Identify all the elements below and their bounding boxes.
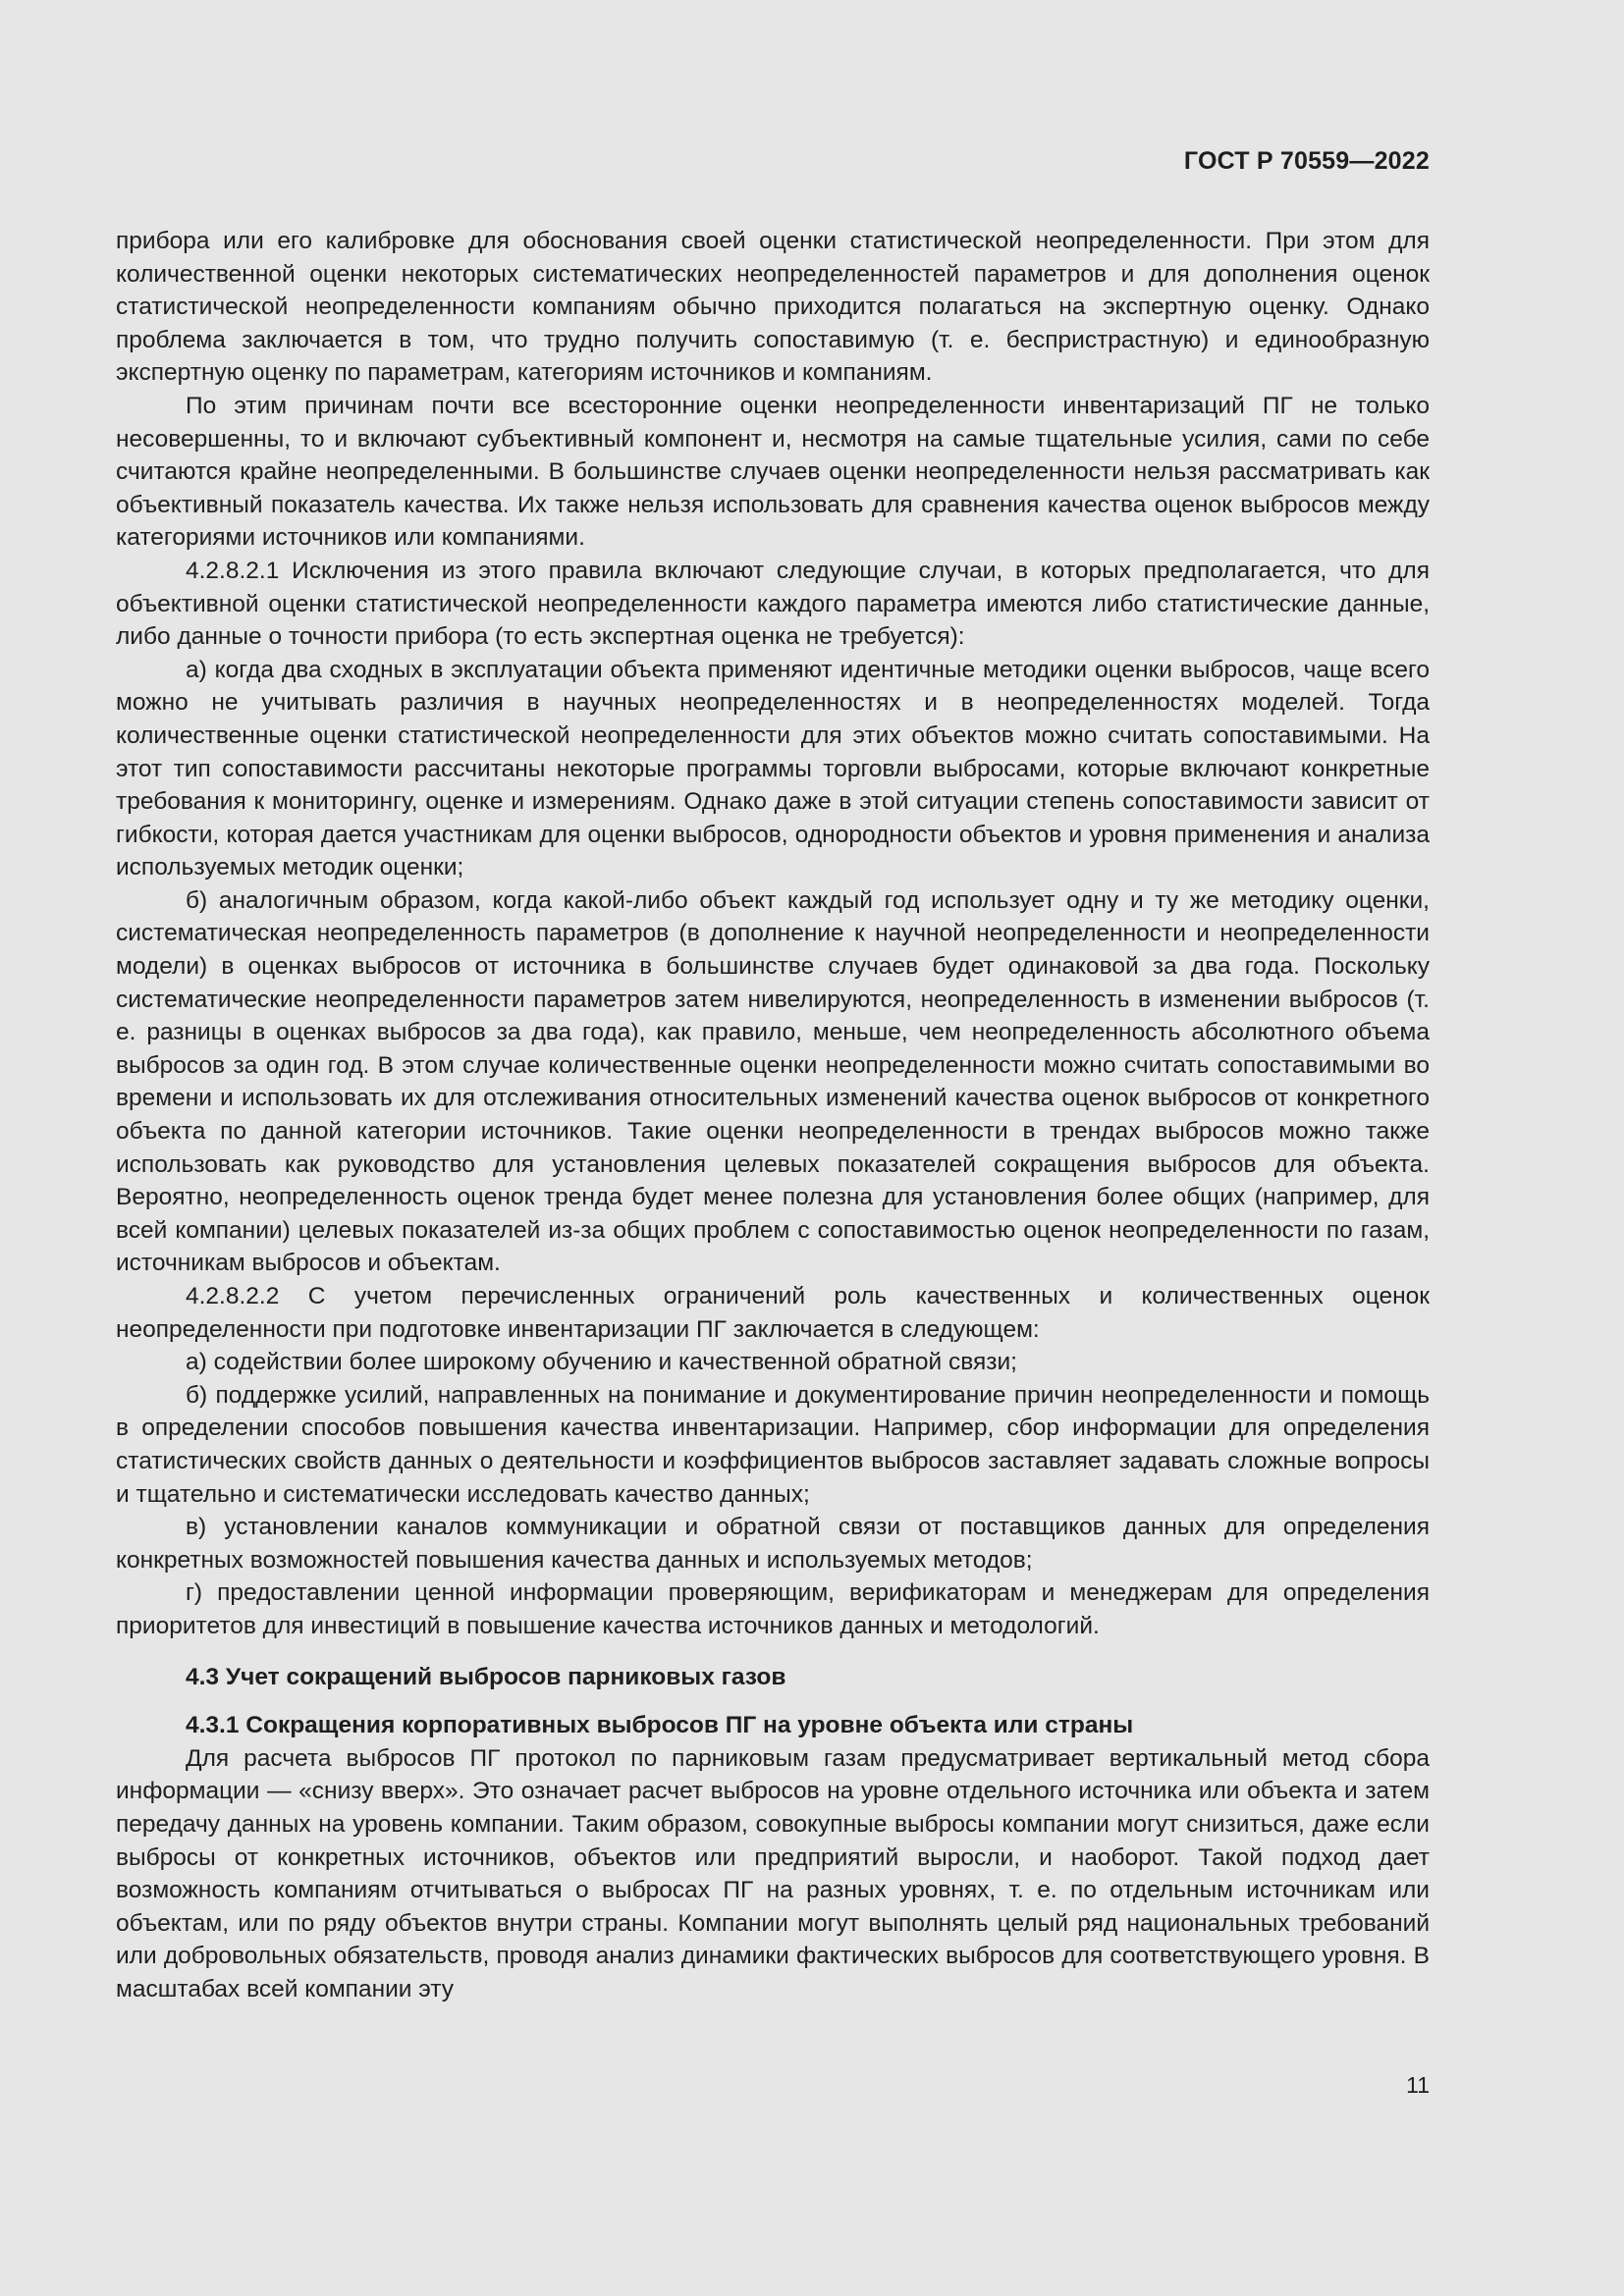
list-item: а) когда два сходных в эксплуатации объекта применяют идентичные методики оценки выбросов, чаще всего можно не учитывать различия в научных неопределенностях и в неопределенностях моделей. Тогда количественные оценки статистической неопределенности для этих объектов можно считать сопоставимыми. На этот тип сопоставимости рассчитаны некоторые программы торговли выбросами, которые включают конкретные требования к мониторингу, оценке и измерениям. Однако даже в этой ситуации степень сопоставимости зависит от гибкости, которая дается участникам для оценки выбросов, однородности объектов и уровня применения и анализа используемых методик оценки; bbox=[116, 656, 1430, 881]
list-item: в) установлении каналов коммуникации и обратной связи от поставщиков данных для определения конкретных возможностей повышения качества данных и используемых методов; bbox=[116, 1514, 1430, 1574]
paragraph: По этим причинам почти все всесторонние оценки неопределенности инвентаризаций ПГ не только несовершенны, то и включают субъективный компонент и, несмотря на самые тщательные усилия, сами по себе считаются крайне неопределенными. В большинстве случаев оценки неопределенности нельзя рассматривать как объективный показатель качества. Их также нельзя использовать для сравнения качества оценок выбросов между категориями источников или компаниями. bbox=[116, 392, 1430, 552]
list-item: б) поддержке усилий, направленных на понимание и документирование причин неопределенности и помощь в определении способов повышения качества инвентаризации. Например, сбор информации для определения статистических свойств данных о деятельности и коэффициентов выбросов заставляет задавать сложные вопросы и тщательно и систематически исследовать качество данных; bbox=[116, 1381, 1430, 1508]
body-text bbox=[116, 225, 1430, 2005]
document-header: ГОСТ Р 70559—2022 bbox=[1183, 147, 1430, 175]
clause-4-2-8-2-2: 4.2.8.2.2 С учетом перечисленных ограничений роль качественных и количественных оценок неопределенности при подготовке инвентаризации ПГ заключается в следующем: bbox=[116, 1283, 1430, 1343]
list-item: б) аналогичным образом, когда какой-либо объект каждый год использует одну и ту же методику оценки, систематическая неопределенность параметров (в дополнение к научной неопределенности и неопределенности модели) в оценках выбросов от источника в большинстве случаев будет одинаковой за два года. Поскольку систематические неопределенности параметров затем нивелируются, неопределенность в изменении выбросов (т. е. разницы в оценках выбросов за два года), как правило, меньше, чем неопределенность абсолютного объема выбросов за один год. В этом случае количественные оценки неопределенности можно считать сопоставимыми во времени и использовать их для отслеживания относительных изменений качества оценок выбросов от конкретного объекта по данной категории источников. Такие оценки неопределенности в трендах выбросов можно также использовать как руководство для установления целевых показателей сокращения выбросов для объекта. Вероятно, неопределенность оценок тренда будет менее полезна для установления более общих (например, для всей компании) целевых показателей из-за общих проблем с сопоставимостью оценок неопределенности по газам, источникам выбросов и объектам. bbox=[116, 886, 1430, 1277]
paragraph: прибора или его калибровке для обоснования своей оценки статистической неопределенности. При этом для количественной оценки некоторых систематических неопределенностей параметров и для дополнения оценок статистической неопределенности компаниям обычно приходится полагаться на экспертную оценку. Однако проблема заключается в том, что трудно получить сопоставимую (т. е. беспристрастную) и единообразную экспертную оценку по параметрам, категориям источников и компаниям. bbox=[116, 228, 1430, 387]
section-heading-4-3: 4.3 Учет сокращений выбросов парниковых газов bbox=[186, 1663, 786, 1690]
list-item: а) содействии более широкому обучению и качественной обратной связи; bbox=[186, 1349, 1017, 1376]
page-number: 11 bbox=[1406, 2072, 1430, 2098]
paragraph: Для расчета выбросов ПГ протокол по парниковым газам предусматривает вертикальный метод сбора информации — «снизу вверх». Это означает расчет выбросов на уровне отдельного источника или объекта и затем передачу данных на уровень компании. Таким образом, совокупные выбросы компании могут снизиться, даже если выбросы от конкретных источников, объектов или предприятий выросли, и наоборот. Такой подход дает возможность компаниям отчитываться о выбросах ПГ на разных уровнях, т. е. по отдельным источникам или объектам, или по ряду объектов внутри страны. Компании могут выполнять целый ряд национальных требований или добровольных обязательств, проводя анализ динамики фактических выбросов для соответствующего уровня. В масштабах всей компании эту bbox=[116, 1744, 1430, 2002]
clause-4-2-8-2-1: 4.2.8.2.1 Исключения из этого правила включают следующие случаи, в которых предполагается, что для объективной оценки статистической неопределенности каждого параметра имеются либо статистические данные, либо данные о точности прибора (то есть экспертная оценка не требуется): bbox=[116, 557, 1430, 651]
list-item: г) предоставлении ценной информации проверяющим, верификаторам и менеджерам для определения приоритетов для инвестиций в повышение качества источников данных и методологий. bbox=[116, 1579, 1430, 1639]
subsection-heading-4-3-1: 4.3.1 Сокращения корпоративных выбросов ПГ на уровне объекта или страны bbox=[186, 1712, 1134, 1739]
